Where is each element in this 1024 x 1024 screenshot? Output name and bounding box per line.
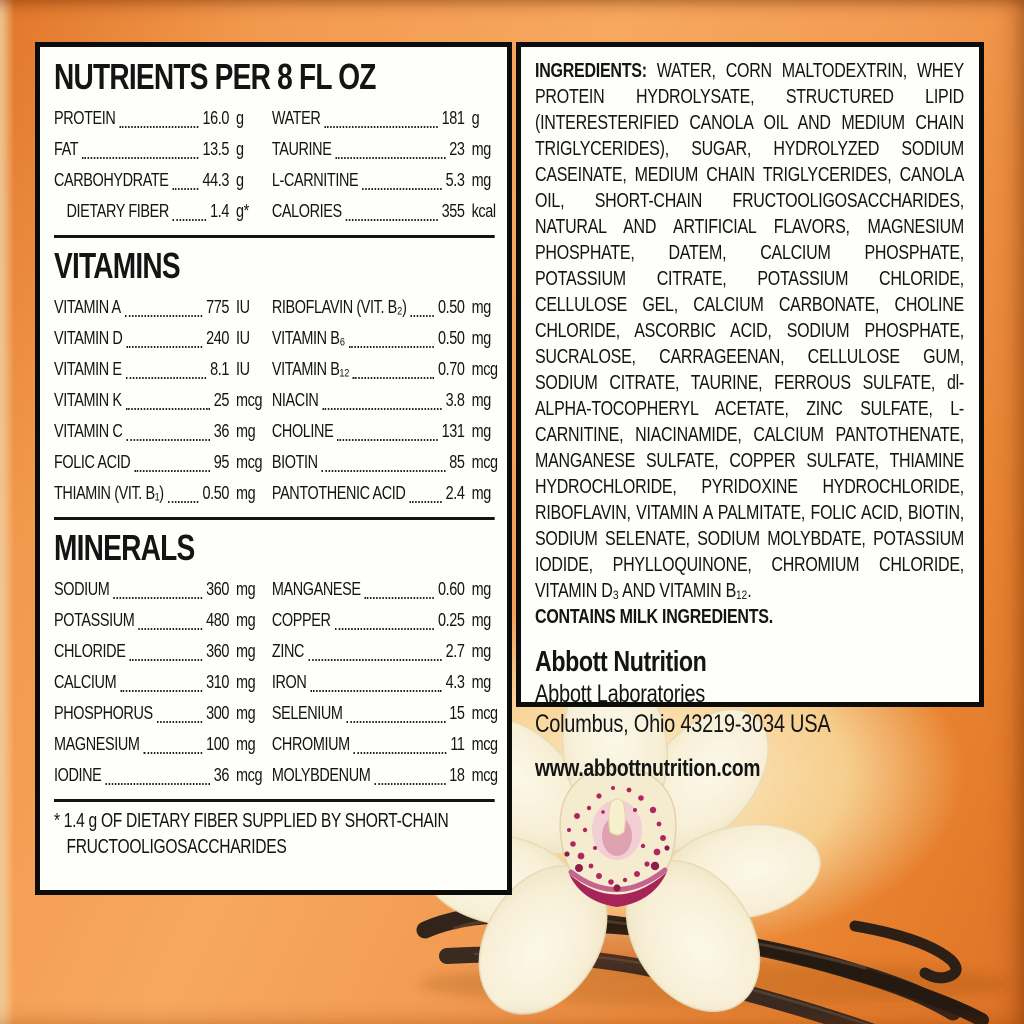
nutrient-unit: kcal	[471, 200, 496, 221]
nutrient-row	[54, 291, 266, 322]
section-column-left	[54, 291, 266, 508]
ingredients-paragraph	[535, 58, 964, 604]
nutrient-label: FOLIC ACID	[54, 451, 131, 472]
nutrient-label: TAURINE	[271, 138, 332, 159]
nutrient-label: SODIUM	[54, 578, 110, 599]
nutrient-value: 11	[450, 733, 465, 754]
dot-leader	[324, 126, 437, 128]
dot-leader	[125, 377, 206, 379]
nutrient-unit: g	[236, 107, 244, 128]
dot-leader	[138, 628, 202, 630]
nutrient-unit: mg	[471, 482, 491, 503]
nutrient-value: 775	[206, 296, 230, 317]
nutrient-row	[272, 415, 501, 446]
nutrient-unit: mg	[471, 578, 491, 599]
nutrient-row	[54, 697, 266, 728]
nutrient-row	[54, 728, 266, 759]
dot-leader	[113, 597, 202, 599]
nutrient-label: ZINC	[271, 640, 305, 661]
nutrient-label: MAGNESIUM	[54, 733, 140, 754]
nutrient-label: CALORIES	[271, 200, 342, 221]
section-column-left	[54, 573, 266, 790]
nutrient-row	[54, 604, 266, 635]
nutrient-label: DIETARY FIBER	[66, 200, 169, 221]
nutrient-row	[54, 446, 266, 477]
dot-leader	[134, 470, 210, 472]
nutrient-label: SELENIUM	[271, 702, 343, 723]
dot-leader	[337, 439, 438, 441]
nutrient-row	[54, 133, 266, 164]
section-title: MINERALS	[54, 527, 195, 568]
dot-leader	[129, 659, 202, 661]
nutrient-row	[272, 291, 501, 322]
nutrient-label: IRON	[271, 671, 307, 692]
nutrient-row	[54, 353, 266, 384]
nutrient-label: THIAMIN (VIT. B₁)	[54, 482, 164, 503]
nutrient-unit: mg	[471, 420, 491, 441]
nutrient-unit: mcg	[236, 389, 263, 410]
nutrient-unit: mg	[471, 169, 491, 190]
dot-leader	[322, 408, 441, 410]
nutrient-label: PANTOTHENIC ACID	[271, 482, 406, 503]
dot-leader	[335, 157, 445, 159]
nutrient-unit: mg	[236, 578, 256, 599]
nutrient-unit: mg	[471, 327, 491, 348]
nutrient-value: 36	[213, 764, 230, 785]
nutrient-value: 100	[206, 733, 230, 754]
nutrient-unit: IU	[236, 358, 250, 379]
nutrient-row	[272, 133, 501, 164]
nutrient-value: 5.3	[445, 169, 465, 190]
section-column-left	[54, 102, 266, 226]
nutrient-label: VITAMIN B₁₂	[271, 358, 350, 379]
nutrient-value: 4.3	[445, 671, 465, 692]
dot-leader	[157, 721, 203, 723]
nutrient-label: VITAMIN C	[54, 420, 123, 441]
nutrient-label: MOLYBDENUM	[271, 764, 371, 785]
dot-leader	[409, 501, 441, 503]
nutrient-unit: mg	[471, 640, 491, 661]
nutrient-value: 1.4	[210, 200, 230, 221]
nutrient-unit: mcg	[236, 451, 263, 472]
nutrient-value: 0.70	[438, 358, 465, 379]
dot-leader	[353, 377, 434, 379]
website-url: www.abbottnutrition.com	[535, 755, 761, 782]
nutrient-label: MANGANESE	[271, 578, 361, 599]
nutrient-unit: g	[236, 169, 244, 190]
nutrient-value: 36	[213, 420, 230, 441]
nutrient-row	[272, 697, 501, 728]
nutrient-value: 0.50	[202, 482, 230, 503]
nutrient-label: FAT	[54, 138, 79, 159]
nutrient-row	[54, 759, 266, 790]
nutrient-label: VITAMIN D	[54, 327, 123, 348]
nutrient-unit: mg	[471, 671, 491, 692]
dot-leader	[126, 346, 202, 348]
section-grid	[54, 102, 495, 226]
dot-leader	[346, 219, 438, 221]
nutrient-value: 0.50	[438, 327, 465, 348]
brand-name: Abbott Nutrition	[535, 646, 707, 678]
nutrient-row	[272, 573, 501, 604]
nutrient-unit: IU	[236, 296, 250, 317]
section-grid	[54, 291, 498, 508]
nutrient-label: CHROMIUM	[271, 733, 350, 754]
nutrient-unit: g	[236, 138, 244, 159]
nutrient-row	[54, 666, 266, 697]
nutrient-unit: IU	[236, 327, 250, 348]
nutrient-row	[54, 635, 266, 666]
nutrient-unit: mg	[471, 609, 491, 630]
dot-leader	[354, 752, 447, 754]
ingredients-panel	[516, 42, 984, 782]
nutrient-row	[272, 477, 501, 508]
nutrient-value: 300	[206, 702, 230, 723]
nutrient-row	[54, 415, 266, 446]
section-grid	[54, 573, 498, 790]
nutrient-unit: mcg	[471, 451, 498, 472]
nutrient-unit: mg	[236, 482, 256, 503]
nutrient-value: 0.60	[438, 578, 465, 599]
nutrient-label: PHOSPHORUS	[54, 702, 153, 723]
nutrient-label: WATER	[271, 107, 321, 128]
dot-leader	[374, 783, 445, 785]
nutrition-sections	[54, 55, 498, 860]
allergen-statement: CONTAINS MILK INGREDIENTS.	[535, 606, 773, 628]
nutrient-value: 181	[441, 107, 465, 128]
nutrient-unit: mg	[236, 733, 256, 754]
dot-leader	[362, 188, 442, 190]
nutrient-label: L-CARNITINE	[271, 169, 359, 190]
nutrient-label: CALCIUM	[54, 671, 117, 692]
dot-leader	[120, 690, 202, 692]
nutrient-row	[54, 477, 266, 508]
nutrient-unit: mcg	[471, 733, 498, 754]
nutrient-value: 3.8	[445, 389, 465, 410]
nutrient-unit: mg	[471, 389, 491, 410]
nutrient-label: VITAMIN E	[54, 358, 122, 379]
nutrient-row	[272, 635, 501, 666]
package-edge-highlight	[0, 0, 14, 1024]
nutrient-value: 355	[441, 200, 465, 221]
nutrient-value: 2.7	[445, 640, 465, 661]
nutrient-row	[54, 195, 266, 226]
footnote-divider	[54, 799, 495, 802]
dot-leader	[172, 188, 198, 190]
dot-leader	[349, 346, 434, 348]
nutrient-row	[272, 446, 501, 477]
nutrient-row	[272, 102, 501, 133]
nutrient-label: CARBOHYDRATE	[54, 169, 169, 190]
nutrition-facts-panel	[35, 42, 512, 895]
nutrient-row	[54, 573, 266, 604]
nutrient-value: 0.25	[438, 609, 465, 630]
nutrient-row	[272, 322, 501, 353]
nutrient-unit: mg	[236, 640, 256, 661]
nutrient-row	[272, 384, 501, 415]
nutrient-value: 44.3	[202, 169, 230, 190]
nutrient-value: 0.50	[438, 296, 465, 317]
nutrient-value: 240	[206, 327, 230, 348]
nutrient-value: 360	[206, 640, 230, 661]
nutrient-label: IODINE	[54, 764, 102, 785]
nutrient-label: CHOLINE	[271, 420, 334, 441]
nutrient-unit: mcg	[471, 358, 498, 379]
nutrient-label: VITAMIN B₆	[271, 327, 345, 348]
nutrient-row	[54, 384, 266, 415]
nutrient-unit: mcg	[236, 764, 263, 785]
ingredients-label: INGREDIENTS:	[535, 60, 647, 82]
nutrient-row	[272, 759, 501, 790]
dot-leader	[168, 501, 199, 503]
nutrient-unit: mg	[236, 420, 256, 441]
dot-leader	[410, 315, 434, 317]
nutrient-value: 2.4	[445, 482, 465, 503]
dot-leader	[125, 408, 209, 410]
dot-leader	[143, 752, 202, 754]
company-address: Columbus, Ohio 43219-3034 USA	[535, 710, 831, 738]
nutrient-row	[272, 604, 501, 635]
nutrient-value: 95	[213, 451, 230, 472]
nutrient-label: RIBOFLAVIN (VIT. B₂)	[271, 296, 407, 317]
nutrient-value: 18	[449, 764, 465, 785]
dot-leader	[126, 439, 210, 441]
nutrient-unit: mg	[471, 296, 491, 317]
nutrient-value: 15	[449, 702, 465, 723]
dot-leader	[125, 315, 203, 317]
nutrient-unit: mg	[236, 671, 256, 692]
company-name: Abbott Laboratories	[535, 680, 706, 708]
nutrient-label: POTASSIUM	[54, 609, 135, 630]
nutrient-unit: g*	[236, 200, 249, 221]
dot-leader	[365, 597, 435, 599]
nutrient-row	[54, 164, 266, 195]
section-title: VITAMINS	[54, 245, 180, 286]
nutrient-row	[272, 195, 501, 226]
nutrient-value: 360	[206, 578, 230, 599]
dot-leader	[310, 690, 441, 692]
ingredients-text: WATER, CORN MALTODEXTRIN, WHEY PROTEIN HYDROLYSATE, STRUCTURED LIPID (INTERESTERIFIED CANOLA OIL AND MEDIUM CHAIN TRIGLYCERIDES), SUGAR, HYDROLYZED SODIUM CASEINATE, MEDIUM CHAIN TRIGLYCERIDES, CANOLA OIL, SHORT-CHAIN FRUCTOOLIGOSACCHARIDES, NATURAL AND ARTIFICIAL FLAVORS, MAGNESIUM PHOSPHATE, DATEM, CALCIUM PHOSPHATE, POTASSIUM CITRATE, POTASSIUM CHLORIDE, CELLULOSE GEL, CALCIUM CARBONATE, CHOLINE CHLORIDE, ASCORBIC ACID, SODIUM PHOSPHATE, SUCRALOSE, CARRAGEENAN, CELLULOSE GUM, SODIUM CITRATE, TAURINE, FERROUS SULFATE, dl-ALPHA-TOCOPHERYL ACETATE, ZINC SULFATE, L-CARNITINE, NIACINAMIDE, CALCIUM PANTOTHENATE, MANGANESE SULFATE, COPPER SULFATE, THIAMINE HYDROCHLORIDE, PYRIDOXINE HYDROCHLORIDE, RIBOFLAVIN, VITAMIN A PALMITATE, FOLIC ACID, BIOTIN, SODIUM SELENATE, SODIUM MOLYBDATE, POTASSIUM IODIDE, PHYLLOQUINONE, CHROMIUM CHLORIDE, VITAMIN D₃ AND VITAMIN B₁₂.	[535, 60, 964, 602]
nutrient-label: CHLORIDE	[54, 640, 126, 661]
dot-leader	[119, 126, 198, 128]
section-column-right	[272, 573, 501, 790]
section-title: NUTRIENTS PER 8 FL OZ	[54, 56, 376, 97]
nutrient-value: 16.0	[202, 107, 230, 128]
dot-leader	[334, 628, 434, 630]
nutrient-value: 23	[449, 138, 465, 159]
nutrient-label: VITAMIN K	[54, 389, 122, 410]
nutrient-value: 131	[441, 420, 465, 441]
section-divider	[54, 517, 495, 520]
nutrient-value: 480	[206, 609, 230, 630]
nutrient-row	[272, 353, 501, 384]
nutrient-unit: g	[471, 107, 480, 128]
nutrient-unit: mcg	[471, 764, 498, 785]
nutrient-unit: mg	[236, 609, 256, 630]
nutrient-row	[272, 666, 501, 697]
nutrient-unit: mg	[471, 138, 491, 159]
nutrient-label: COPPER	[271, 609, 331, 630]
dot-leader	[173, 219, 206, 221]
nutrient-label: NIACIN	[271, 389, 319, 410]
nutrient-value: 85	[449, 451, 465, 472]
nutrient-value: 8.1	[210, 358, 230, 379]
dot-leader	[322, 470, 446, 472]
nutrient-row	[272, 728, 501, 759]
dot-leader	[346, 721, 445, 723]
nutrient-label: BIOTIN	[271, 451, 318, 472]
nutrient-row	[54, 102, 266, 133]
nutrient-value: 13.5	[202, 138, 230, 159]
section-column-right	[272, 102, 501, 226]
nutrient-row	[54, 322, 266, 353]
dot-leader	[308, 659, 442, 661]
nutrient-label: VITAMIN A	[54, 296, 121, 317]
nutrient-unit: mg	[236, 702, 256, 723]
dot-leader	[105, 783, 210, 785]
dietary-fiber-footnote: * 1.4 g OF DIETARY FIBER SUPPLIED BY SHORT-CHAIN FRUCTOOLIGOSACCHARIDES	[54, 810, 449, 858]
section-column-right	[272, 291, 501, 508]
section-divider	[54, 235, 495, 238]
nutrient-unit: mcg	[471, 702, 498, 723]
dot-leader	[82, 157, 198, 159]
nutrient-value: 310	[206, 671, 230, 692]
nutrient-value: 25	[213, 389, 230, 410]
nutrient-label: PROTEIN	[54, 107, 116, 128]
nutrient-row	[272, 164, 501, 195]
